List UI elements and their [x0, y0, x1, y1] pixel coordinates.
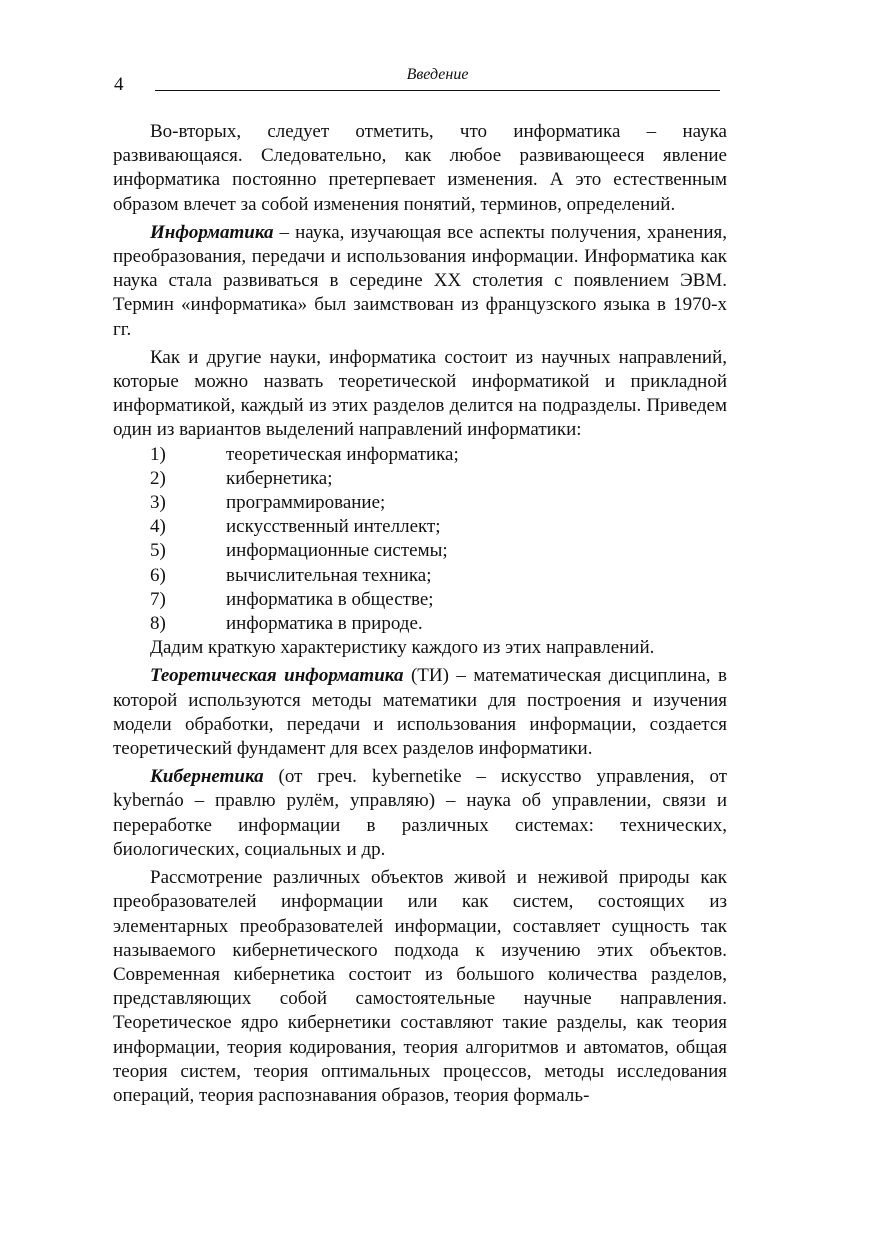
- definition-text: (ТИ) – математическая дисциплина, в которой используются методы математики для построения и изучения модели обработки, передачи и использования информации, создается теоретический фундамент для всех разделов информатики.: [113, 665, 728, 760]
- list-item-number: 2): [150, 467, 166, 489]
- list-item-text: информационные системы;: [226, 540, 448, 562]
- list-item-number: 1): [150, 443, 166, 465]
- list-item-text: вычислительная техника;: [226, 564, 432, 586]
- list-item-number: 4): [150, 516, 166, 538]
- term-informatics: Информатика: [150, 221, 274, 243]
- page-number: 4: [114, 74, 124, 95]
- definition-text: (от греч. kybernetike – искусство управления, от kybernáo – правлю рулём, управляю) – наука об управлении, связи и переработке информации в различных системах: технических, биологических, социальных и др.: [113, 766, 727, 860]
- list-item-text: кибернетика;: [226, 467, 333, 489]
- paragraph-cybernetics: [113, 765, 727, 862]
- running-title: Введение: [406, 66, 469, 83]
- term-cybernetics: Кибернетика: [150, 766, 264, 788]
- list-item-number: 8): [150, 613, 166, 635]
- list-item-number: 3): [150, 492, 166, 514]
- list-item-text: информатика в обществе;: [226, 588, 434, 610]
- paragraph-informatics-definition: [113, 221, 727, 342]
- list-item: [113, 588, 727, 612]
- body-text: [113, 120, 727, 1112]
- list-item-text: теоретическая информатика;: [226, 443, 459, 465]
- paragraph-directions-intro: Как и другие науки, информатика состоит из научных направлений, которые можно назвать теоретической информатикой и прикладной информатикой, каждый из этих разделов делится на подразделы. Приведем один из вариантов выделений направлений информатики:: [113, 346, 727, 441]
- list-item: [113, 539, 727, 563]
- list-item-text: программирование;: [226, 492, 386, 514]
- paragraph-theoretical-informatics: [113, 664, 727, 761]
- definition-text: – наука, изучающая все аспекты получения, хранения, преобразования, передачи и использования информации. Информатика как наука стала развиваться в середине XX столетия с появлением ЭВМ. Термин «информатика» был заимствован из французского языка в 1970-х гг.: [113, 221, 727, 340]
- paragraph-development: Во-вторых, следует отметить, что информатика – наука развивающаяся. Следовательно, как любое развивающееся явление информатика постоянно претерпевает изменения. А это естественным образом влечет за собой изменения понятий, терминов, определений.: [113, 121, 727, 215]
- list-item-text: искусственный интеллект;: [226, 516, 441, 538]
- header-rule: [155, 90, 720, 91]
- list-item-number: 6): [150, 564, 166, 586]
- term-theoretical-informatics: Теоретическая информатика: [150, 665, 404, 687]
- list-item-number: 5): [150, 540, 166, 562]
- list-item: [113, 515, 727, 539]
- paragraph-cybernetic-approach: Рассмотрение различных объектов живой и неживой природы как преобразователей информации или как систем, состоящих из элементарных преобразователей информации, составляет сущность так называемого кибернетического подхода к изучению этих объектов. Современная кибернетика состоит из большого количества разделов, представляющих собой самостоятельные научные направления. Теоретическое ядро кибернетики составляют такие разделы, как теория информации, теория кодирования, теория алгоритмов и автоматов, общая теория систем, теория оптимальных процессов, методы исследования операций, теория распознавания образов, теория формаль-: [113, 867, 727, 1106]
- list-item: [113, 443, 727, 467]
- list-item-text: информатика в природе.: [226, 613, 423, 635]
- list-item: [113, 612, 727, 636]
- list-item-number: 7): [150, 588, 166, 610]
- directions-list: [113, 443, 727, 637]
- list-item: [113, 491, 727, 515]
- list-item: [113, 467, 727, 491]
- paragraph-summary-intro: Дадим краткую характеристику каждого из этих направлений.: [150, 637, 655, 659]
- list-item: [113, 564, 727, 588]
